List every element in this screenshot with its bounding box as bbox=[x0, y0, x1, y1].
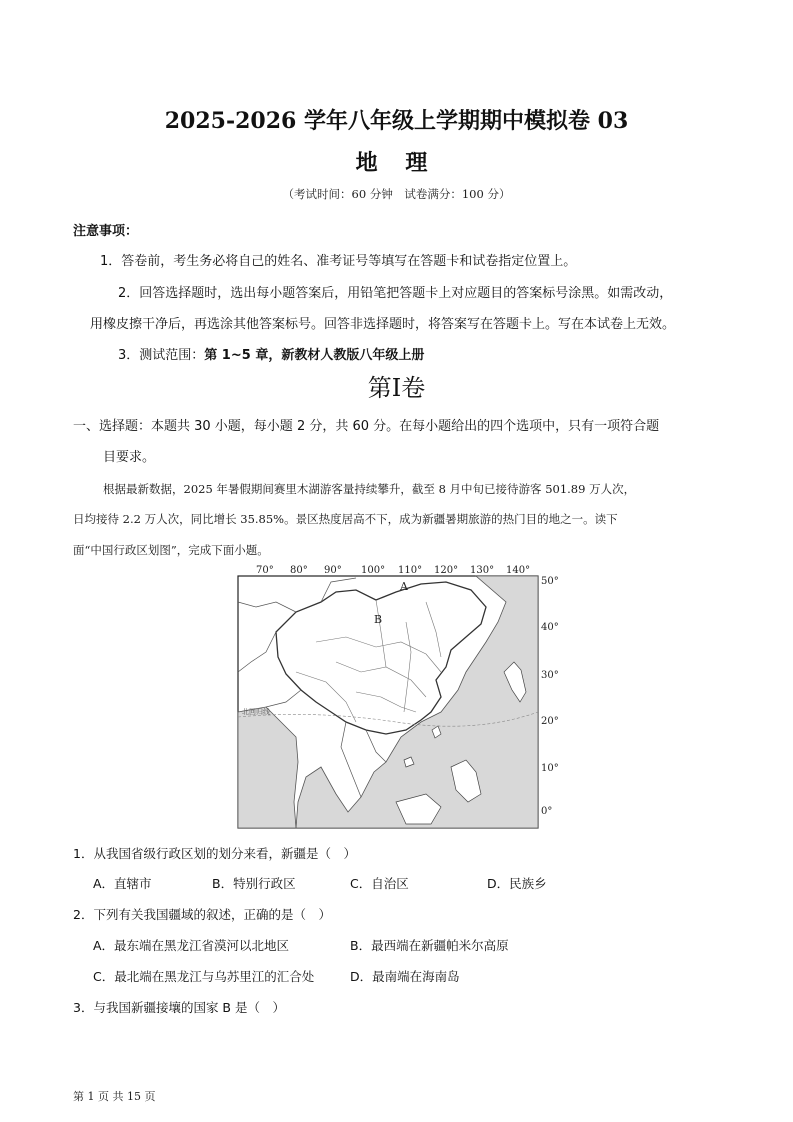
longitude-label: 100° bbox=[361, 565, 386, 576]
latitude-label: 20° bbox=[541, 716, 559, 727]
longitude-label: 140° bbox=[506, 565, 531, 576]
question-2-option-a: A．最东端在黑龙江省漠河以北地区 bbox=[93, 938, 290, 953]
longitude-label: 120° bbox=[434, 565, 459, 576]
question-1-option-c: C．自治区 bbox=[350, 876, 409, 891]
section-title: 第Ⅰ卷 bbox=[367, 374, 426, 402]
passage-line-1: 根据最新数据，2025 年暑假期间赛里木湖游客量持续攀升，截至 8 月中旬已接待游客 501.89 万人次， bbox=[103, 482, 636, 496]
latitude-label: 50° bbox=[541, 576, 559, 587]
question-2-option-b: B．最西端在新疆帕米尔高原 bbox=[350, 938, 509, 953]
notice-heading: 注意事项： bbox=[73, 224, 139, 239]
question-1-option-a: A．直辖市 bbox=[93, 876, 152, 891]
longitude-label: 90° bbox=[324, 565, 342, 576]
question-2-stem: 2．下列有关我国疆域的叙述，正确的是（ ） bbox=[73, 907, 331, 922]
notice-item-3 bbox=[118, 344, 424, 363]
exam-info: （考试时间：60 分钟 试卷满分：100 分） bbox=[282, 187, 511, 201]
longitude-labels bbox=[256, 565, 530, 576]
page-number: 第 1 页 共 15 页 bbox=[73, 1090, 156, 1103]
passage-line-3: 面“中国行政区划图”，完成下面小题。 bbox=[73, 543, 269, 557]
notice-item-3-scope: 第 1~5 章，新教材人教版八年级上册 bbox=[204, 348, 425, 363]
section-heading-line-1: 一、选择题：本题共 30 小题，每小题 2 分，共 60 分。在每小题给出的四个选项中，只有一项符合题 bbox=[73, 419, 660, 434]
notice-item-2-line-1: 2．回答选择题时，选出每小题答案后，用铅笔把答题卡上对应题目的答案标号涂黑。如需改动， bbox=[118, 286, 673, 301]
passage-line-2: 日均接待 2.2 万人次，同比增长 35.85%。景区热度居高不下，成为新疆暑期旅游的热门目的地之一。读下 bbox=[73, 512, 618, 526]
question-3-stem: 3．与我国新疆接壤的国家 B 是（ ） bbox=[73, 1000, 285, 1015]
china-map bbox=[236, 562, 566, 830]
page-title: 2025-2026 学年八年级上学期期中模拟卷 03 bbox=[164, 108, 629, 134]
question-1-option-b: B．特别行政区 bbox=[212, 876, 296, 891]
notice-item-2-line-2: 用橡皮擦干净后，再选涂其他答案标号。回答非选择题时，将答案写在答题卡上。写在本试卷上无效。 bbox=[90, 317, 676, 332]
longitude-label: 130° bbox=[470, 565, 495, 576]
latitude-label: 40° bbox=[541, 622, 559, 633]
question-2-option-d: D．最南端在海南岛 bbox=[350, 969, 460, 984]
longitude-label: 110° bbox=[398, 565, 423, 576]
section-heading-line-2: 目要求。 bbox=[103, 450, 156, 465]
latitude-labels bbox=[541, 576, 559, 817]
longitude-label: 80° bbox=[290, 565, 308, 576]
latitude-label: 10° bbox=[541, 763, 559, 774]
latitude-label: 30° bbox=[541, 670, 559, 681]
question-1-stem: 1．从我国省级行政区划的划分来看，新疆是（ ） bbox=[73, 846, 356, 861]
subject-title: 地 理 bbox=[355, 150, 438, 176]
latitude-label: 0° bbox=[541, 806, 553, 817]
question-2-option-c: C．最北端在黑龙江与乌苏里江的汇合处 bbox=[93, 969, 315, 984]
china-map-figure bbox=[236, 562, 566, 830]
map-label-b: B bbox=[374, 613, 383, 626]
longitude-label: 70° bbox=[256, 565, 274, 576]
question-1-option-d: D．民族乡 bbox=[487, 876, 547, 891]
tropic-label: 北回归线 bbox=[242, 708, 270, 716]
notice-item-1: 1．答卷前，考生务必将自己的姓名、准考证号等填写在答题卡和试卷指定位置上。 bbox=[100, 254, 577, 269]
map-label-a: A bbox=[400, 580, 408, 593]
notice-item-3-prefix: 3．测试范围： bbox=[118, 348, 205, 363]
